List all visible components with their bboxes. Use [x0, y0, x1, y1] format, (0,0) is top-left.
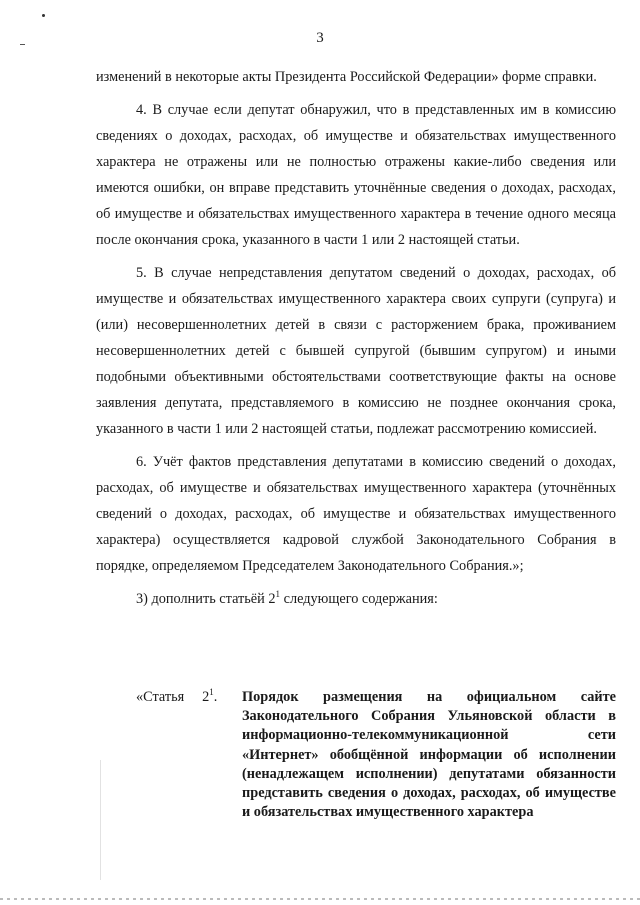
article-number-suffix: .	[213, 689, 218, 705]
amendment-item-3-prefix: 3) дополнить статьёй 2	[136, 591, 276, 607]
scan-bottom-edge	[0, 898, 640, 900]
article-number: 2	[202, 689, 210, 705]
page-number: 3	[316, 30, 324, 46]
amendment-item-3-suffix: следующего содержания:	[280, 591, 438, 607]
article-label-word: «Статья	[136, 689, 185, 705]
scan-speck	[42, 14, 45, 17]
paragraph-4: 4. В случае если депутат обнаружил, что в представленных им в комиссию сведениях о доходах, расходах, об имуществе и обязательствах имущественного характера не отражены или не полностью отражены какие-либо сведения или имеются ошибки, он вправе представить уточнённые сведения о доходах, расходах, об имуществе и обязательствах имущественного характера в течение одного месяца после окончания срока, указанного в части 1 или 2 настоящей статьи.	[96, 102, 616, 248]
paragraph-6: 6. Учёт фактов представления депутатами в комиссию сведений о доходах, расходах, об имуществе и обязательствах имущественного характера (уточнённых сведений о доходах, расходах, об имуществе и обязательствах имущественного характера) осуществляется кадровой службой Законодательного Собрания в порядке, определяемом Председателем Законодательного Собрания.»;	[96, 454, 616, 574]
paragraph-5: 5. В случае непредставления депутатом сведений о доходах, расходах, об имуществе и обязательствах имущественного характера своих супруги (супруга) и (или) несовершеннолетних детей в связи с расторжением брака, проживанием несовершеннолетних детей с бывшей супругой (бывшим супругом) и иными подобными объективными обстоятельствами соответствующие факты на основе заявления депутата, представляемого в комиссию не позднее окончания срока, указанного в части 1 или 2 настоящей статьи, подлежат рассмотрению комиссией.	[96, 265, 616, 437]
article-title: Порядок размещения на официальном сайте Законодательного Собрания Ульяновской области в информационно-телекоммуникационной сети «Интернет» обобщённой информации об исполнении (ненадлежащем исполнении) депутатами обязанности представить сведения о доходах, расходах, об имуществе и обязательствах имущественного характера	[242, 689, 616, 821]
amendment-item-3-sup: 1	[275, 589, 281, 600]
body-text	[96, 64, 616, 612]
scan-margin-line	[100, 760, 101, 880]
article-number-sup: 1	[209, 687, 214, 698]
amendment-item-3	[96, 586, 616, 612]
article-label	[136, 688, 217, 707]
continuation-paragraph: изменений в некоторые акты Президента Российской Федерации» форме справки.	[96, 69, 597, 85]
